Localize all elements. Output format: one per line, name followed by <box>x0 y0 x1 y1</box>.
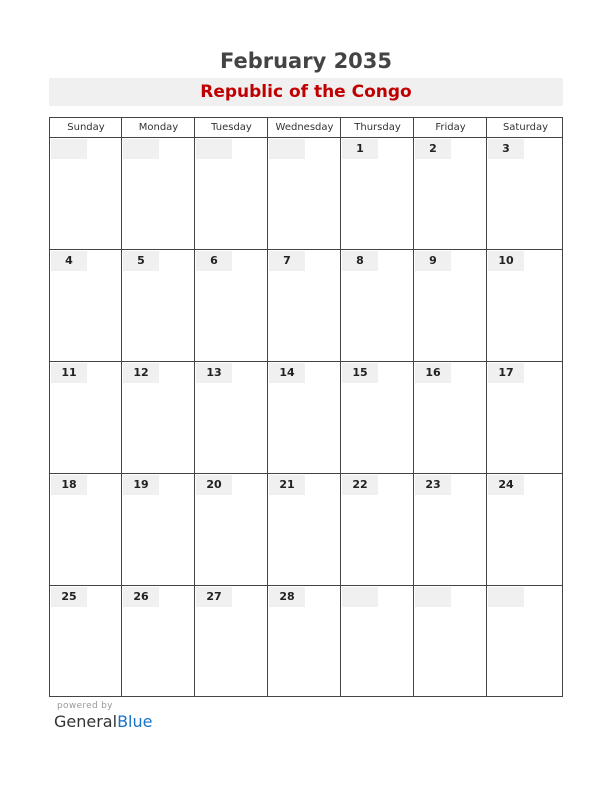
weekday-monday: Monday <box>138 122 179 133</box>
brand-general-text: General <box>54 712 118 731</box>
empty-day-cell[interactable] <box>123 139 159 159</box>
day-cell-14[interactable]: 14 <box>269 363 305 383</box>
day-cell-16[interactable]: 16 <box>415 363 451 383</box>
weekday-friday: Friday <box>435 122 466 133</box>
weekday-thursday: Thursday <box>354 122 401 133</box>
weekday-tuesday: Tuesday <box>211 122 252 133</box>
column-divider <box>486 118 487 696</box>
calendar-grid <box>49 117 563 697</box>
calendar-title: February 2035 <box>219 49 393 73</box>
day-cell-3[interactable]: 3 <box>488 139 524 159</box>
weekday-wednesday: Wednesday <box>275 122 334 133</box>
day-cell-13[interactable]: 13 <box>196 363 232 383</box>
empty-day-cell[interactable] <box>488 587 524 607</box>
day-cell-28[interactable]: 28 <box>269 587 305 607</box>
day-cell-5[interactable]: 5 <box>123 251 159 271</box>
day-cell-27[interactable]: 27 <box>196 587 232 607</box>
column-divider <box>121 118 122 696</box>
row-divider <box>50 361 562 362</box>
day-cell-21[interactable]: 21 <box>269 475 305 495</box>
day-cell-7[interactable]: 7 <box>269 251 305 271</box>
day-cell-23[interactable]: 23 <box>415 475 451 495</box>
weekday-saturday: Saturday <box>502 122 549 133</box>
generalblue-logo[interactable] <box>54 712 152 731</box>
row-divider <box>50 473 562 474</box>
empty-day-cell[interactable] <box>342 587 378 607</box>
column-divider <box>194 118 195 696</box>
day-cell-12[interactable]: 12 <box>123 363 159 383</box>
day-cell-4[interactable]: 4 <box>51 251 87 271</box>
day-cell-26[interactable]: 26 <box>123 587 159 607</box>
day-cell-6[interactable]: 6 <box>196 251 232 271</box>
row-divider <box>50 585 562 586</box>
day-cell-2[interactable]: 2 <box>415 139 451 159</box>
day-cell-19[interactable]: 19 <box>123 475 159 495</box>
day-cell-1[interactable]: 1 <box>342 139 378 159</box>
day-cell-25[interactable]: 25 <box>51 587 87 607</box>
day-cell-15[interactable]: 15 <box>342 363 378 383</box>
day-cell-18[interactable]: 18 <box>51 475 87 495</box>
column-divider <box>413 118 414 696</box>
day-cell-20[interactable]: 20 <box>196 475 232 495</box>
day-cell-10[interactable]: 10 <box>488 251 524 271</box>
country-banner: Republic of the Congo <box>49 78 563 106</box>
day-cell-8[interactable]: 8 <box>342 251 378 271</box>
day-cell-17[interactable]: 17 <box>488 363 524 383</box>
day-cell-9[interactable]: 9 <box>415 251 451 271</box>
empty-day-cell[interactable] <box>196 139 232 159</box>
empty-day-cell[interactable] <box>269 139 305 159</box>
empty-day-cell[interactable] <box>415 587 451 607</box>
day-cell-11[interactable]: 11 <box>51 363 87 383</box>
column-divider <box>267 118 268 696</box>
row-divider <box>50 249 562 250</box>
weekday-sunday: Sunday <box>67 122 105 133</box>
column-divider <box>340 118 341 696</box>
day-cell-22[interactable]: 22 <box>342 475 378 495</box>
empty-day-cell[interactable] <box>51 139 87 159</box>
powered-by-label: powered by <box>57 701 113 711</box>
day-cell-24[interactable]: 24 <box>488 475 524 495</box>
brand-blue-text: Blue <box>117 712 153 731</box>
